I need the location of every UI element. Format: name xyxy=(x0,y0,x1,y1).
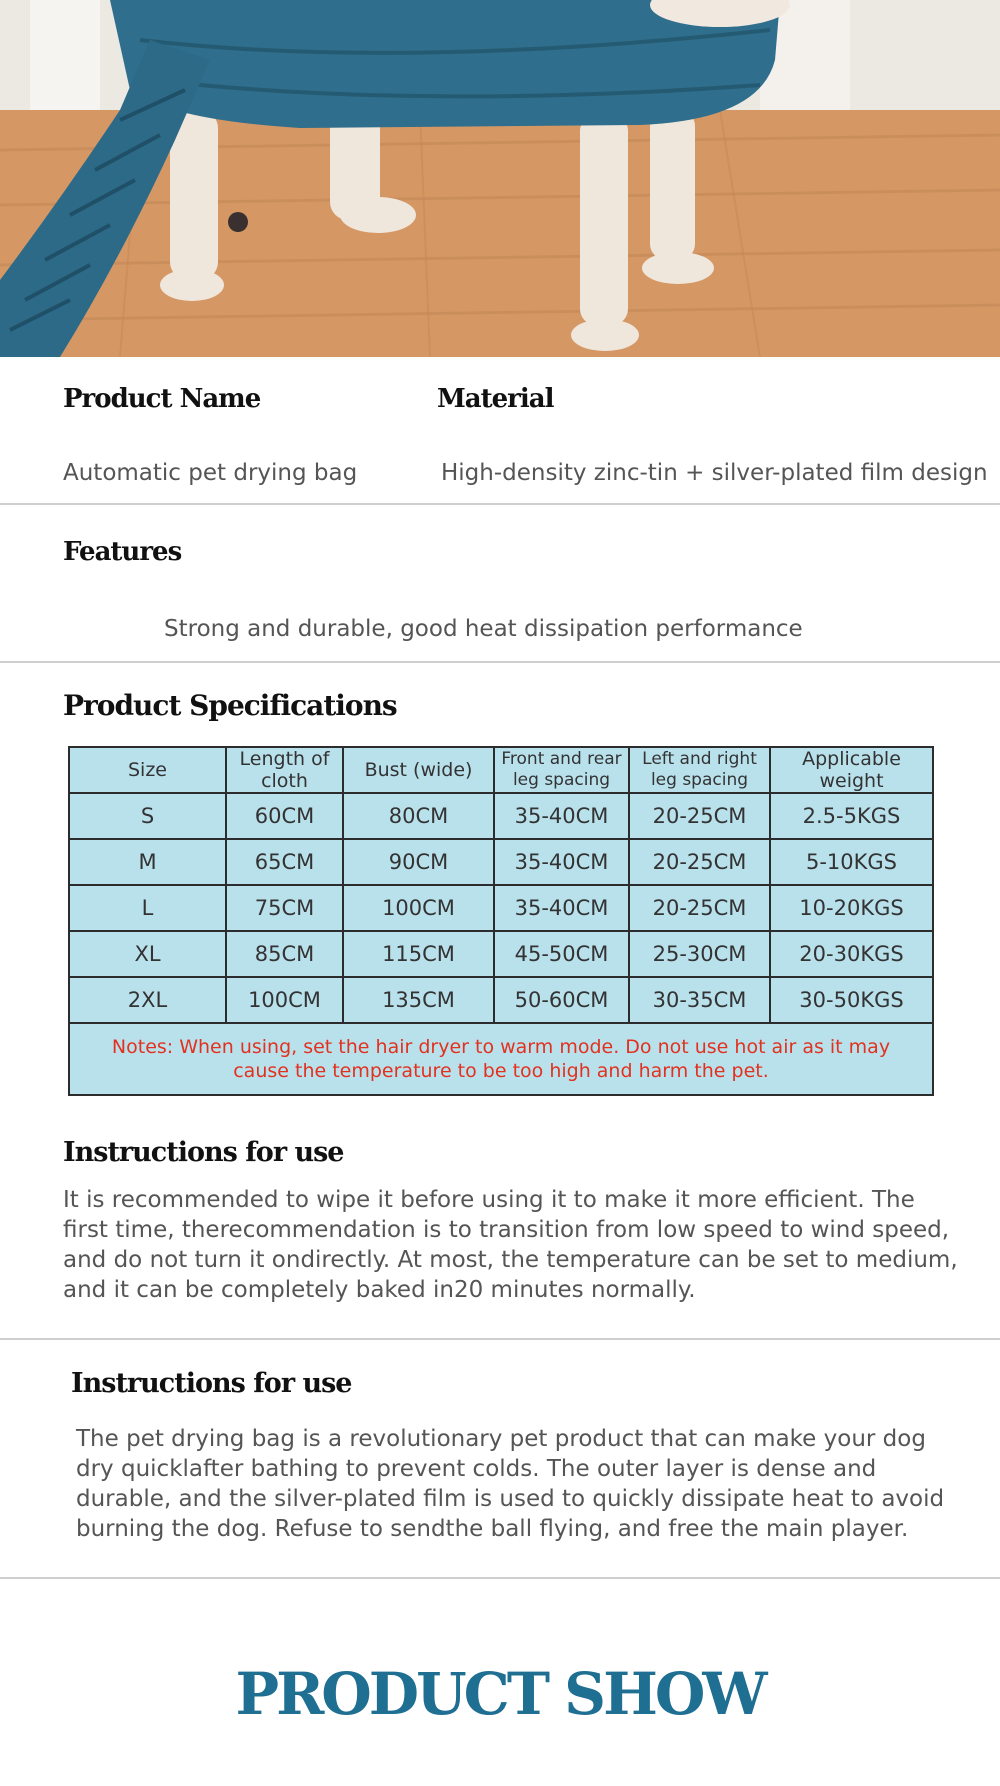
table-row xyxy=(69,977,933,1023)
table-cell: 85CM xyxy=(226,931,343,977)
table-cell: L xyxy=(69,885,226,931)
material-value: High-density zinc-tin + silver-plated film design xyxy=(441,460,988,486)
table-cell: 20-25CM xyxy=(629,839,770,885)
column-header: Left and right leg spacing xyxy=(629,747,770,793)
table-cell: 60CM xyxy=(226,793,343,839)
table-cell: 30-50KGS xyxy=(770,977,933,1023)
instructions-heading: Instructions for use xyxy=(71,1368,352,1399)
table-cell: 135CM xyxy=(343,977,494,1023)
column-header: Applicable weight xyxy=(770,747,933,793)
features-text: Strong and durable, good heat dissipation performance xyxy=(164,616,803,642)
product-name-value: Automatic pet drying bag xyxy=(63,460,358,486)
product-description-text: The pet drying bag is a revolutionary pet product that can make your dog dry quicklafter bathing to prevent colds. The outer layer is dense and durable, and the silver-plated film is used to quickly dissipate heat to avoid burning the dog. Refuse to sendthe ball flying, and free the main player. xyxy=(76,1426,945,1542)
instructions-heading: Instructions for use xyxy=(63,1137,344,1168)
table-cell: 45-50CM xyxy=(494,931,629,977)
table-cell: 90CM xyxy=(343,839,494,885)
column-header: Bust (wide) xyxy=(343,747,494,793)
hero-product-photo xyxy=(0,0,1000,357)
table-cell: 50-60CM xyxy=(494,977,629,1023)
specifications-heading: Product Specifications xyxy=(63,689,397,722)
table-header-row xyxy=(69,747,933,793)
divider xyxy=(0,1577,1000,1579)
divider xyxy=(0,661,1000,663)
table-row xyxy=(69,839,933,885)
table-cell: 115CM xyxy=(343,931,494,977)
instructions-text: It is recommended to wipe it before using it to make it more efficient. The first time, therecommendation is to transition from low speed to wind speed, and do not turn it ondirectly. At most, the temperature can be set to medium, and it can be completely baked in20 minutes normally. xyxy=(63,1187,958,1303)
table-cell: XL xyxy=(69,931,226,977)
table-cell: 10-20KGS xyxy=(770,885,933,931)
table-cell: 75CM xyxy=(226,885,343,931)
table-cell: 35-40CM xyxy=(494,793,629,839)
table-cell: 35-40CM xyxy=(494,885,629,931)
size-specification-table xyxy=(68,746,934,1096)
product-name-heading: Product Name xyxy=(63,384,261,414)
table-row xyxy=(69,793,933,839)
table-note-row xyxy=(69,1023,933,1095)
column-header: Front and rear leg spacing xyxy=(494,747,629,793)
dog-in-drying-bag-image xyxy=(0,0,1000,357)
material-heading: Material xyxy=(437,384,554,414)
column-header: Size xyxy=(69,747,226,793)
table-cell: 2XL xyxy=(69,977,226,1023)
table-cell: 100CM xyxy=(226,977,343,1023)
divider xyxy=(0,503,1000,505)
table-cell: 80CM xyxy=(343,793,494,839)
divider xyxy=(0,1338,1000,1340)
table-cell: 20-25CM xyxy=(629,885,770,931)
product-show-title: PRODUCT SHOW xyxy=(235,1660,765,1728)
table-cell: 25-30CM xyxy=(629,931,770,977)
table-cell: S xyxy=(69,793,226,839)
features-heading: Features xyxy=(63,537,182,567)
column-header: Length of cloth xyxy=(226,747,343,793)
table-cell: 35-40CM xyxy=(494,839,629,885)
table-cell: 20-25CM xyxy=(629,793,770,839)
table-row xyxy=(69,931,933,977)
table-cell: 5-10KGS xyxy=(770,839,933,885)
table-row xyxy=(69,885,933,931)
usage-note: Notes: When using, set the hair dryer to warm mode. Do not use hot air as it may cause the temperature to be too high and harm the pet. xyxy=(69,1023,933,1095)
table-cell: 20-30KGS xyxy=(770,931,933,977)
table-cell: 30-35CM xyxy=(629,977,770,1023)
table-cell: 100CM xyxy=(343,885,494,931)
table-cell: 2.5-5KGS xyxy=(770,793,933,839)
table-cell: 65CM xyxy=(226,839,343,885)
table-cell: M xyxy=(69,839,226,885)
